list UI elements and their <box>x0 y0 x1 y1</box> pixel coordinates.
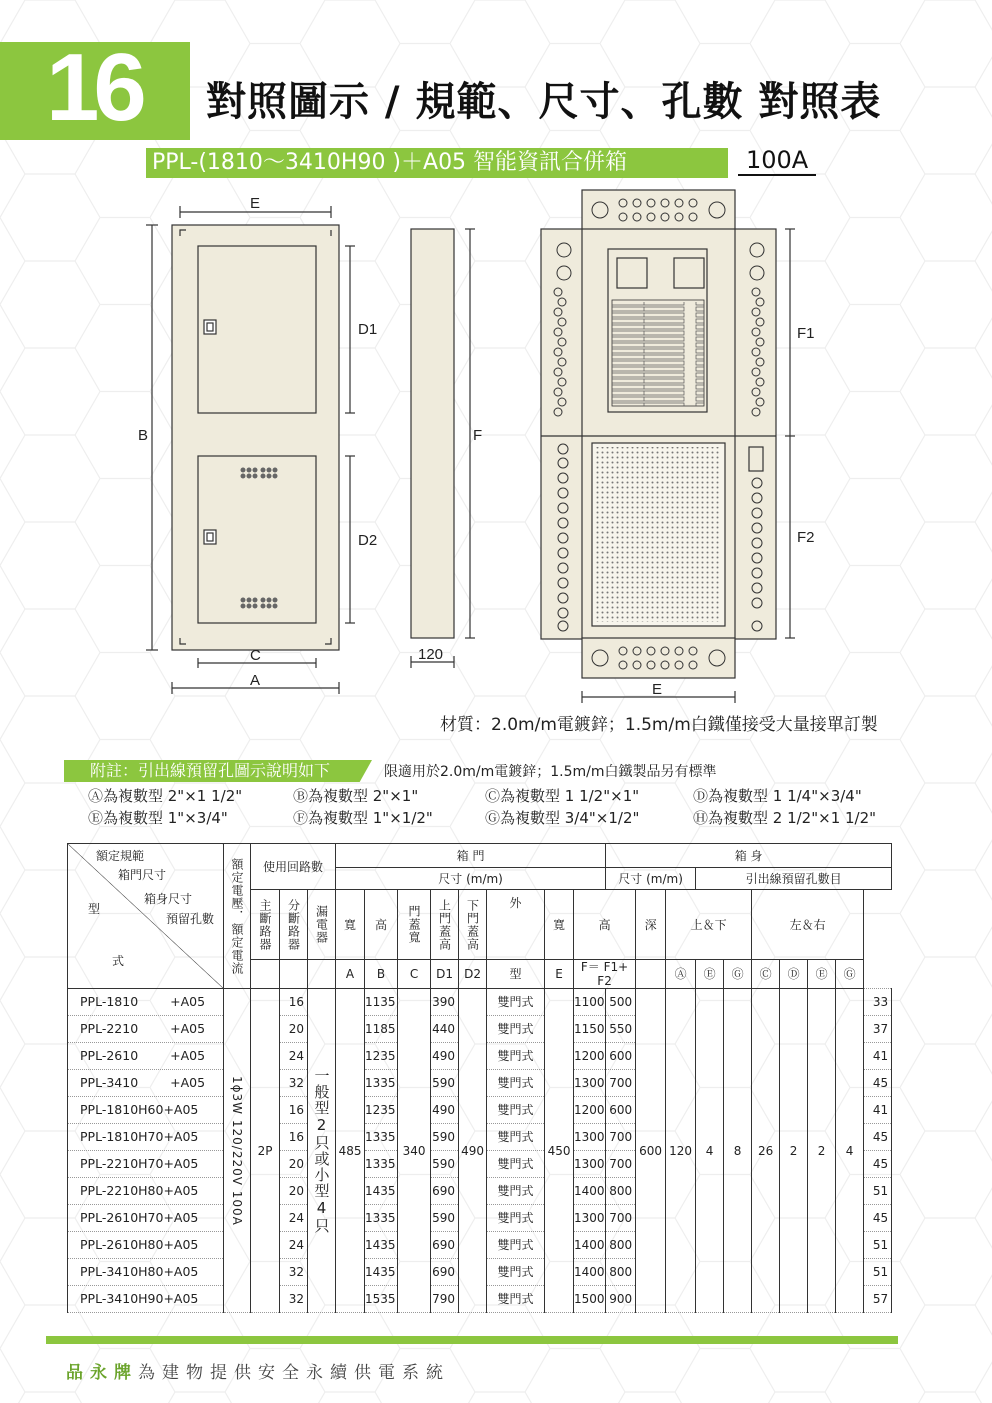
lower-cover-height-merged: 490 <box>459 989 487 1313</box>
model-name: PPL-2210H70+A05 <box>80 1156 199 1171</box>
dim-label-b: B <box>138 427 149 444</box>
door-type: 雙門式 <box>487 1124 545 1151</box>
page-title: 對照圖示 / 規範、尺寸、孔數 對照表 <box>206 79 882 125</box>
door-height: 1335 <box>365 1205 398 1232</box>
door-height: 1435 <box>365 1178 398 1205</box>
door-width-merged: 485 <box>336 989 365 1313</box>
door-type: 雙門式 <box>487 1286 545 1313</box>
door-height: 1235 <box>365 1097 398 1124</box>
hole-d-merged: 2 <box>808 989 836 1313</box>
door-type: 雙門式 <box>487 1232 545 1259</box>
dim-label-depth: 120 <box>418 646 444 663</box>
door-type: 雙門式 <box>487 1259 545 1286</box>
door-height: 1435 <box>365 1232 398 1259</box>
slogan-text: 為建物提供安全永續供電系統 <box>138 1363 450 1383</box>
hole-g-count: 45 <box>864 1070 892 1097</box>
header-circuits: 使用回路數 <box>251 844 336 890</box>
body-depth-merged: 120 <box>666 989 696 1313</box>
upper-cover-height: 590 <box>431 1070 459 1097</box>
branch-count: 32 <box>280 1070 308 1097</box>
model-cell <box>68 1286 224 1313</box>
hole-e-merged: 8 <box>724 989 752 1313</box>
model-cell <box>68 1097 224 1124</box>
upper-cover-height: 490 <box>431 1097 459 1124</box>
model-cell <box>68 1178 224 1205</box>
table-row <box>68 989 892 1016</box>
hole-g-merged: 26 <box>752 989 780 1313</box>
note-b: Ⓑ為複數型 2"×1" <box>293 787 419 805</box>
branch-count: 16 <box>280 1097 308 1124</box>
header-door: 箱 門 <box>336 844 606 868</box>
cover-width-merged: 340 <box>398 989 431 1313</box>
body-height: 1100 <box>574 989 606 1016</box>
model-cell <box>68 1016 224 1043</box>
door-height: 1235 <box>365 1043 398 1070</box>
body-height: 1400 <box>574 1232 606 1259</box>
branch-count: 16 <box>280 989 308 1016</box>
header-voltage: 額定電壓．額定電流 <box>224 844 251 989</box>
model-name: PPL-3410H90+A05 <box>80 1291 199 1306</box>
upper-cover-height: 690 <box>431 1178 459 1205</box>
body-height: 1400 <box>574 1178 606 1205</box>
hole-g-count: 41 <box>864 1043 892 1070</box>
model-name: PPL-1810 <box>80 994 139 1009</box>
door-height: 1435 <box>365 1259 398 1286</box>
note-e: Ⓔ為複數型 1"×3/4" <box>88 809 228 827</box>
upper-cover-height: 790 <box>431 1286 459 1313</box>
door-height: 1335 <box>365 1151 398 1178</box>
body-f1: 550 <box>606 1016 636 1043</box>
hole-g-count: 57 <box>864 1286 892 1313</box>
door-type: 雙門式 <box>487 1097 545 1124</box>
body-f1: 600 <box>606 1043 636 1070</box>
branch-count: 24 <box>280 1205 308 1232</box>
model-cell <box>68 1124 224 1151</box>
body-f2-merged: 600 <box>636 989 666 1313</box>
section-number: 16 <box>46 34 141 141</box>
body-f1: 600 <box>606 1097 636 1124</box>
hole-g-count: 51 <box>864 1232 892 1259</box>
model-name: PPL-2610 <box>80 1048 139 1063</box>
dim-label-c: C <box>250 647 261 664</box>
spec-table: 額定規範 箱門尺寸 箱身尺寸 預留孔數 型 式 額定電壓．額定電流 使用回路數 箱 門 箱 身 尺寸 (m/m) 尺寸 (m/m) 引出線預留孔數目 主斷路器 分斷路器 漏電器 寬 高 門蓋寬 上門蓋高 下門蓋高 外 寬 高 深 上＆下 左＆右 A B C D1 D2 型 E F＝ F1+ F2 Ⓐ Ⓔ Ⓖ Ⓒ Ⓓ Ⓔ Ⓖ PPL-1810 +A05 1ϕ3W 120/220V 100A 2P 16 一般型2只或小型4只 485 1135 340 390 490 雙門式 450 1100 500 600 120 4 8 26 2 2 4 33 PPL-2210 +A05 20 1185 440 雙門式 1150 550 37 PPL-2610 +A05 24 1235 490 雙門式 1200 600 41 PPL-3410 +A05 32 1335 590 雙門式 1300 700 45 PPL-1810H60+A05 16 1235 490 雙門式 1200 600 41 PPL-1810H70+A05 16 1335 590 雙門式 1300 700 45 PPL-2210H70+A05 20 1335 590 雙門式 1300 700 45 PPL-2210H80+A05 20 1435 690 雙門式 1400 800 51 PPL-2610H70+A05 24 1335 590 雙門式 1300 700 45 PPL-2610H80+A05 24 1435 690 雙門式 1400 800 51 PPL-3410H80+A05 32 1435 690 雙門式 1400 800 51 PPL-3410H90+A05 32 1535 790 雙門式 1500 900 57 <box>67 843 892 1313</box>
door-height: 1335 <box>365 1124 398 1151</box>
dim-label-e-front: E <box>250 195 261 212</box>
door-height: 1535 <box>365 1286 398 1313</box>
note-c: Ⓒ為複數型 1 1/2"×1" <box>485 787 640 805</box>
brand-name: 品永牌 <box>66 1363 138 1383</box>
model-suffix: +A05 <box>170 994 206 1009</box>
door-type: 雙門式 <box>487 989 545 1016</box>
model-cell <box>68 1151 224 1178</box>
body-f1: 700 <box>606 1151 636 1178</box>
hole-g-count: 51 <box>864 1259 892 1286</box>
body-f1: 700 <box>606 1124 636 1151</box>
body-width-merged: 450 <box>545 989 574 1313</box>
body-height: 1150 <box>574 1016 606 1043</box>
dim-label-d1: D1 <box>358 321 378 338</box>
footer-bar <box>46 1336 898 1344</box>
door-height: 1335 <box>365 1070 398 1097</box>
upper-cover-height: 690 <box>431 1232 459 1259</box>
hole-g-count: 45 <box>864 1151 892 1178</box>
branch-count: 32 <box>280 1286 308 1313</box>
model-name: PPL-2610H70+A05 <box>80 1210 199 1225</box>
body-f1: 800 <box>606 1259 636 1286</box>
model-suffix: +A05 <box>170 1075 206 1090</box>
upper-cover-height: 590 <box>431 1124 459 1151</box>
note-h: Ⓗ為複數型 2 1/2"×1 1/2" <box>693 809 877 827</box>
body-f1: 700 <box>606 1205 636 1232</box>
branch-count: 32 <box>280 1259 308 1286</box>
body-f1: 500 <box>606 989 636 1016</box>
header-body: 箱 身 <box>606 844 892 868</box>
dim-label-f1: F1 <box>797 325 815 342</box>
door-height: 1135 <box>365 989 398 1016</box>
branch-count: 20 <box>280 1178 308 1205</box>
door-type: 雙門式 <box>487 1016 545 1043</box>
hole-a-merged: 4 <box>696 989 724 1313</box>
notes-extra: 限適用於2.0m/m電鍍鋅；1.5m/m白鐵製品另有標準 <box>384 764 717 780</box>
model-suffix: +A05 <box>170 1021 206 1036</box>
side-view-box <box>411 229 454 638</box>
main-breaker-merged: 2P <box>251 989 280 1313</box>
current-rating: 100A <box>738 146 816 176</box>
branch-count: 16 <box>280 1124 308 1151</box>
model-cell <box>68 1070 224 1097</box>
branch-count: 24 <box>280 1232 308 1259</box>
upper-cover-height: 440 <box>431 1016 459 1043</box>
model-cell <box>68 1232 224 1259</box>
model-name: PPL-1810H70+A05 <box>80 1129 199 1144</box>
body-f1: 800 <box>606 1232 636 1259</box>
note-a: Ⓐ為複數型 2"×1 1/2" <box>88 787 243 805</box>
body-height: 1300 <box>574 1070 606 1097</box>
door-type: 雙門式 <box>487 1151 545 1178</box>
upper-cover-height: 390 <box>431 989 459 1016</box>
dim-label-a: A <box>250 672 261 689</box>
hole-g-count: 33 <box>864 989 892 1016</box>
body-height: 1400 <box>574 1259 606 1286</box>
body-height: 1300 <box>574 1124 606 1151</box>
upper-cover-height: 590 <box>431 1205 459 1232</box>
material-note: 材質：2.0m/m電鍍鋅；1.5m/m白鐵僅接受大量接單訂製 <box>440 715 878 735</box>
note-f: Ⓕ為複數型 1"×1/2" <box>293 809 433 827</box>
door-height: 1185 <box>365 1016 398 1043</box>
hole-e2-merged: 4 <box>836 989 864 1313</box>
upper-cover-height: 690 <box>431 1259 459 1286</box>
note-g: Ⓖ為複數型 3/4"×1/2" <box>485 809 640 827</box>
hole-g-count: 45 <box>864 1205 892 1232</box>
model-cell <box>68 1259 224 1286</box>
model-name: PPL-2610H80+A05 <box>80 1237 199 1252</box>
body-height: 1500 <box>574 1286 606 1313</box>
model-cell <box>68 1205 224 1232</box>
upper-cover-height: 590 <box>431 1151 459 1178</box>
footer-slogan <box>66 1358 450 1383</box>
dim-label-d2: D2 <box>358 532 378 549</box>
model-cell <box>68 989 224 1016</box>
door-type: 雙門式 <box>487 1043 545 1070</box>
body-f1: 700 <box>606 1070 636 1097</box>
hole-g-count: 45 <box>864 1124 892 1151</box>
body-height: 1200 <box>574 1097 606 1124</box>
hole-c-merged: 2 <box>780 989 808 1313</box>
header-diagonal-cell: 額定規範 箱門尺寸 箱身尺寸 預留孔數 型 式 <box>68 844 224 989</box>
spec-table-body <box>68 989 892 1313</box>
body-height: 1300 <box>574 1151 606 1178</box>
model-name: PPL-2210 <box>80 1021 139 1036</box>
hole-g-count: 51 <box>864 1178 892 1205</box>
body-height: 1300 <box>574 1205 606 1232</box>
model-cell <box>68 1043 224 1070</box>
door-type: 雙門式 <box>487 1178 545 1205</box>
branch-count: 24 <box>280 1043 308 1070</box>
hole-g-count: 37 <box>864 1016 892 1043</box>
body-height: 1200 <box>574 1043 606 1070</box>
door-type: 雙門式 <box>487 1070 545 1097</box>
note-d: Ⓓ為複數型 1 1/4"×3/4" <box>693 787 862 805</box>
product-subtitle: PPL-(1810～3410H90 )＋A05 智能資訊合併箱 <box>152 150 628 175</box>
hole-g-count: 41 <box>864 1097 892 1124</box>
branch-count: 20 <box>280 1151 308 1178</box>
body-f1: 900 <box>606 1286 636 1313</box>
voltage-merged: 1ϕ3W 120/220V 100A <box>224 989 251 1313</box>
model-name: PPL-3410H80+A05 <box>80 1264 199 1279</box>
model-name: PPL-3410 <box>80 1075 139 1090</box>
upper-cover-height: 490 <box>431 1043 459 1070</box>
dim-label-f: F <box>473 427 483 444</box>
model-name: PPL-1810H60+A05 <box>80 1102 199 1117</box>
branch-count: 20 <box>280 1016 308 1043</box>
leak-merged: 一般型2只或小型4只 <box>308 989 336 1313</box>
dim-label-f2: F2 <box>797 529 815 546</box>
body-f1: 800 <box>606 1178 636 1205</box>
door-type: 雙門式 <box>487 1205 545 1232</box>
header-letter-row: A B C D1 D2 型 E F＝ F1+ F2 Ⓐ Ⓔ Ⓖ Ⓒ Ⓓ Ⓔ Ⓖ <box>68 960 892 989</box>
dim-label-e-back: E <box>652 681 663 698</box>
model-suffix: +A05 <box>170 1048 206 1063</box>
notes-title: 附註：引出線預留孔圖示說明如下 <box>90 761 331 780</box>
model-name: PPL-2210H80+A05 <box>80 1183 199 1198</box>
